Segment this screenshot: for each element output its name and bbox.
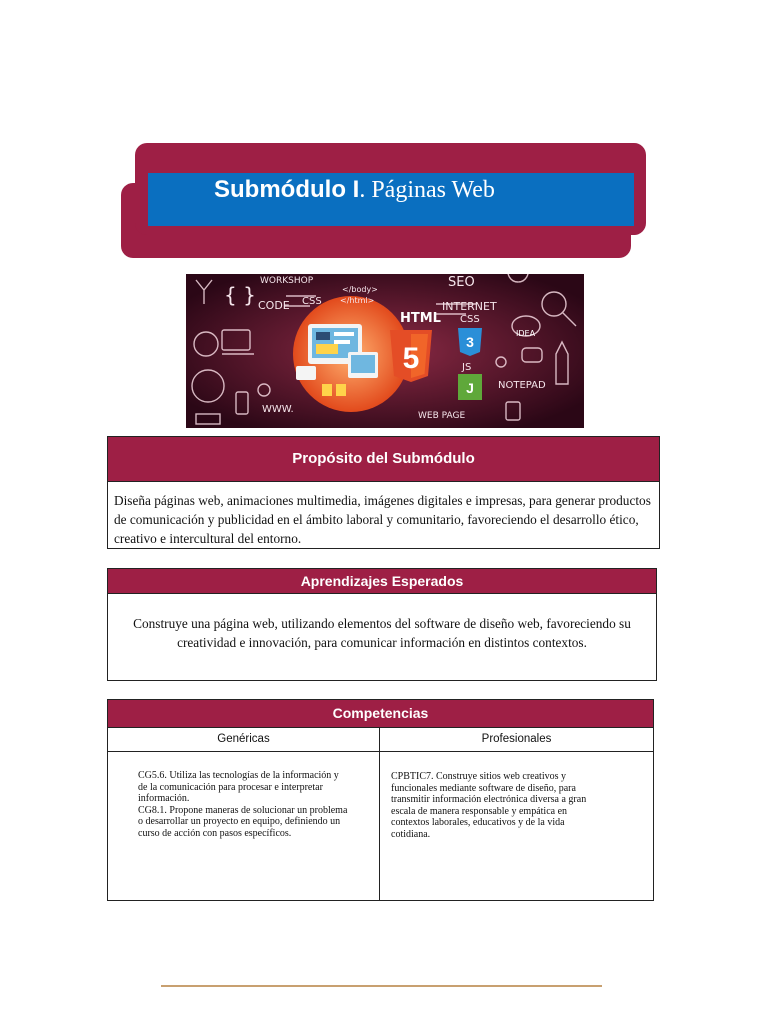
hero-label: HTML xyxy=(400,311,441,326)
expected-learning-text xyxy=(108,594,656,652)
page-title xyxy=(214,176,495,204)
hero-label: </body> xyxy=(342,285,378,294)
svg-text:J: J xyxy=(466,380,474,396)
professional-column-header: Profesionales xyxy=(481,733,552,745)
hero-label: NOTEPAD xyxy=(498,380,546,391)
title-rest: . Páginas Web xyxy=(359,177,495,203)
hero-label: IDEA xyxy=(516,329,536,338)
expected-learning-section xyxy=(107,568,657,681)
hero-label: WORKSHOP xyxy=(260,276,314,286)
competencies-section xyxy=(107,699,654,901)
svg-text:5: 5 xyxy=(402,342,420,375)
generic-column-header: Genéricas xyxy=(217,733,270,745)
hero-label: JS xyxy=(462,362,472,373)
row-divider xyxy=(108,751,653,752)
hero-label: WEB PAGE xyxy=(418,411,466,421)
purpose-section xyxy=(107,436,660,549)
footer-divider xyxy=(161,985,602,987)
purpose-header: Propósito del Submódulo xyxy=(108,437,659,482)
expected-learning-line: Construye una página web, utilizando elementos del software de diseño web, favoreciendo su xyxy=(133,616,631,631)
generic-competencies xyxy=(138,770,348,839)
hero-label: INTERNET xyxy=(442,300,497,313)
professional-competency: CPBTIC7. Construye sitios web creativos y funcionales mediante software de diseño, para transmitir información electrónica diversa a gran escala de manera responsable y empática en contextos laborales, educativos y de la vida cotidiana. xyxy=(391,771,587,840)
generic-competency: CG5.6. Utiliza las tecnologías de la información y de la comunicación para procesar e interpretar información. xyxy=(138,770,339,804)
hero-illustration xyxy=(186,274,584,428)
hero-label: CSS xyxy=(302,296,322,307)
hero-label: SEO xyxy=(448,275,475,290)
generic-competency: CG8.1. Propone maneras de solucionar un problema o desarrollar un proyecto en equipo, definiendo un curso de acción con pasos específicos. xyxy=(138,804,348,839)
hero-label: WWW. xyxy=(262,404,294,415)
web-design-hero-image xyxy=(186,274,584,428)
hero-label: CSS xyxy=(460,314,480,325)
svg-text:3: 3 xyxy=(466,334,474,350)
expected-learning-line: creatividad e innovación, para comunicar información en distintos contextos. xyxy=(177,635,587,650)
hero-label: CODE xyxy=(258,299,290,312)
expected-learning-header: Aprendizajes Esperados xyxy=(108,569,656,594)
competencies-header: Competencias xyxy=(108,700,653,728)
purpose-text: Diseña páginas web, animaciones multimedia, imágenes digitales e impresas, para generar productos de comunicación y publicidad en el ámbito laboral y comunitario, favoreciendo el desarrollo ético, creativo e intercultural del entorno. xyxy=(114,493,651,546)
title-bold: Submódulo I xyxy=(214,176,360,203)
column-divider xyxy=(379,728,380,900)
hero-label: </html> xyxy=(340,296,375,305)
hero-label: { } xyxy=(224,283,256,307)
